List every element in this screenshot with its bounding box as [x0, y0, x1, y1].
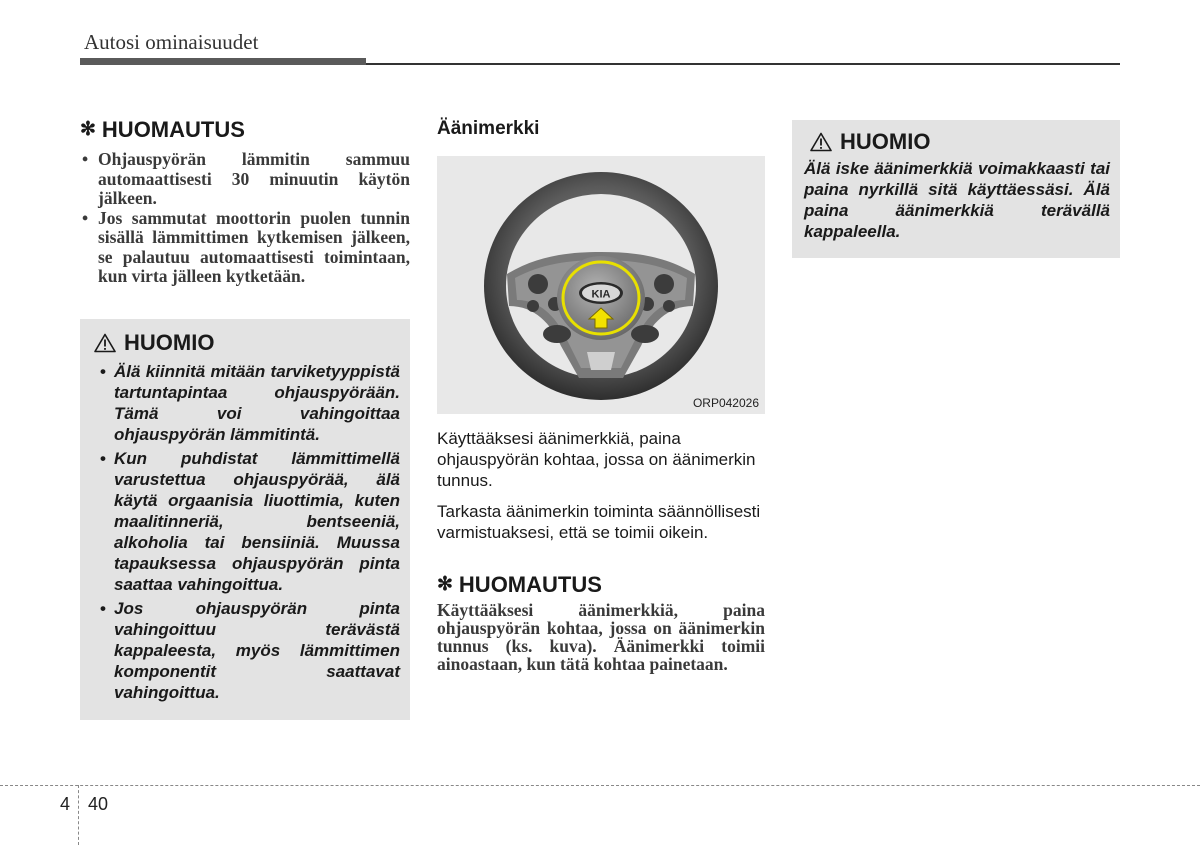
caution-box: [792, 120, 1120, 258]
header-rule: [366, 63, 1120, 65]
middle-column: [437, 116, 765, 673]
chapter-number: 4: [60, 794, 71, 814]
notice-heading-text: HUOMAUTUS: [458, 572, 602, 597]
paragraph: Tarkasta äänimerkin toiminta säännöllisesti varmistuaksesi, että se toimii oikein.: [437, 502, 761, 542]
paragraph: Käyttääksesi äänimerkkiä, paina ohjauspyörän kohtaa, jossa on äänimerkin tunnus.: [437, 429, 756, 490]
page-header-title: Autosi ominaisuudet: [84, 30, 259, 54]
notice-heading: [80, 116, 410, 144]
notice-text: Käyttääksesi äänimerkkiä, paina ohjauspyörän kohtaa, jossa on äänimerkin tunnus (ks. kuva). Äänimerkki toimii ainoastaan, kun tätä kohtaa painetaan.: [437, 600, 765, 674]
steering-wheel-illustration: [437, 156, 765, 414]
warning-triangle-icon: [94, 333, 116, 353]
right-column: [792, 120, 1120, 258]
notice-item: • Jos sammutat moottorin puolen tunnin sisällä lämmittimen kytkemisen jälkeen, se palautuu automaattisesti toimintaan, kun virta jälleen kytketään.: [80, 209, 410, 287]
kia-badge-text: KIA: [591, 288, 611, 301]
caution-item: • Jos ohjauspyörän pinta vahingoittuu terävästä kappaleesta, myös lämmittimen komponentit saattavat vahingoittua.: [90, 598, 400, 703]
caution-box: [80, 319, 410, 720]
notice-star-icon: ✻: [437, 574, 453, 595]
caution-heading: [94, 329, 400, 357]
caution-text: Älä iske äänimerkkiä voimakkaasti tai paina nyrkillä sitä käyttäessäsi. Älä paina äänimerkkiä terävällä kappaleella.: [804, 159, 1110, 241]
notice-heading-text: HUOMAUTUS: [101, 117, 245, 142]
notice-list: [80, 150, 410, 287]
caution-item: • Kun puhdistat lämmittimellä varustettua ohjauspyörää, älä käytä orgaanisia liuottimia, kuten maalitinneriä, bentseeniä, alkoholia tai bensiiniä. Muussa tapauksessa ohjauspyörän pinta saattaa vahingoittua.: [90, 448, 400, 595]
notice-heading: [437, 571, 765, 599]
page-number: 40: [88, 794, 109, 814]
caution-heading: [810, 128, 1110, 156]
footer-rule: [0, 785, 1200, 786]
left-column: [80, 116, 410, 720]
warning-triangle-icon: [810, 132, 832, 152]
footer-divider: [78, 785, 79, 845]
figure-code: ORP042026: [692, 396, 759, 410]
notice-item: • Ohjauspyörän lämmitin sammuu automaattisesti 30 minuutin käytön jälkeen.: [80, 150, 410, 209]
section-title: Äänimerkki: [437, 118, 540, 139]
caution-list: [90, 361, 400, 703]
caution-heading-text: HUOMIO: [840, 129, 931, 154]
caution-heading-text: HUOMIO: [124, 329, 215, 355]
notice-star-icon: ✻: [80, 119, 96, 140]
steering-wheel-figure: [437, 156, 765, 414]
caution-item: • Älä kiinnitä mitään tarviketyyppistä tartuntapintaa ohjauspyörään. Tämä voi vahingoittaa ohjauspyörän lämmitintä.: [90, 361, 400, 445]
header-bar: [80, 58, 366, 65]
